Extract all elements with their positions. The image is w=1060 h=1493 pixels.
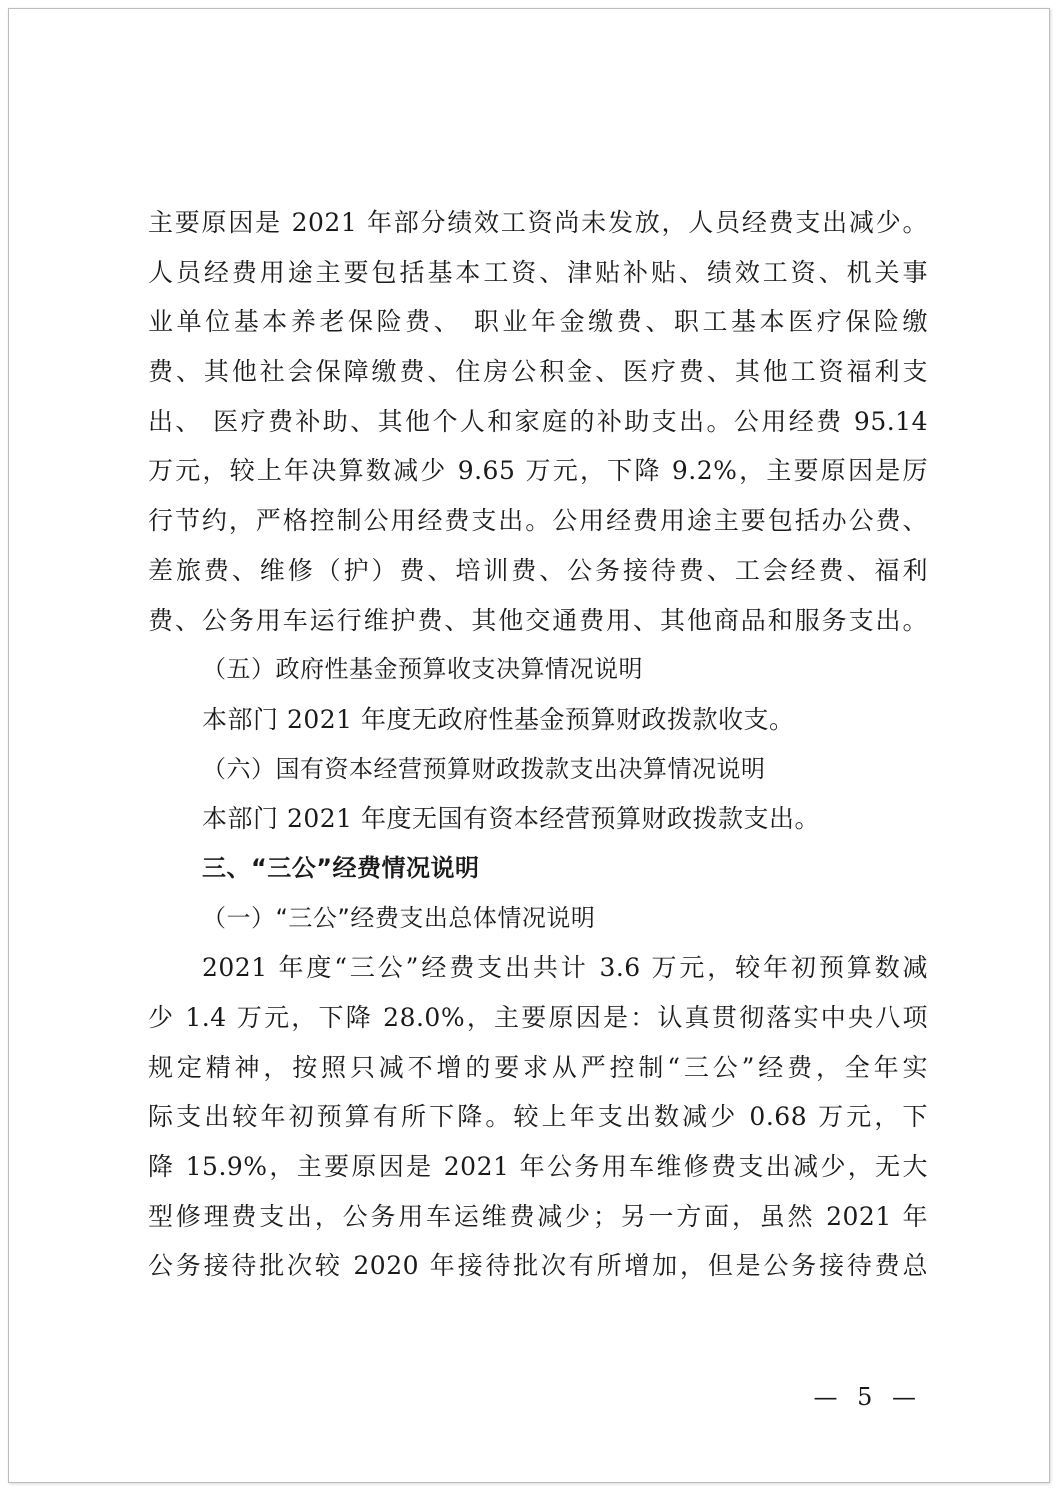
- section5-body: 本部门 2021 年度无政府性基金预算财政拨款收支。: [202, 704, 795, 734]
- section5-heading: （五）政府性基金预算收支决算情况说明: [202, 655, 643, 684]
- paragraph-line: 降 15.9%，主要原因是 2021 年公务用车维修费支出减少，无大: [148, 1152, 928, 1182]
- paragraph-line: 2021 年度“三公”经费支出共计 3.6 万元，较年初预算数减: [202, 953, 928, 983]
- section6-heading: （六）国有资本经营预算财政拨款支出决算情况说明: [202, 754, 766, 783]
- paragraph-line: 公务接待批次较 2020 年接待批次有所增加，但是公务接待费总: [148, 1251, 928, 1281]
- paragraph-line: 主要原因是 2021 年部分绩效工资尚未发放，人员经费支出减少。: [148, 208, 928, 237]
- paragraph-line: 费、公务用车运行维护费、其他交通费用、其他商品和服务支出。: [148, 605, 928, 635]
- page-number: — 5 —: [813, 1383, 922, 1411]
- paragraph-line: 费、其他社会保障缴费、住房公积金、医疗费、其他工资福利支: [148, 357, 928, 387]
- paragraph-line: 人员经费用途主要包括基本工资、津贴补贴、绩效工资、机关事: [148, 257, 928, 287]
- paragraph-line: 万元，较上年决算数减少 9.65 万元，下降 9.2%，主要原因是厉: [148, 456, 928, 486]
- paragraph-line: 型修理费支出，公务用车运维费减少；另一方面，虽然 2021 年: [148, 1201, 928, 1231]
- paragraph-line: 行节约，严格控制公用经费支出。公用经费用途主要包括办公费、: [148, 506, 928, 536]
- paragraph-line: 出、 医疗费补助、其他个人和家庭的补助支出。公用经费 95.14: [148, 406, 928, 436]
- section6-body: 本部门 2021 年度无国有资本经营预算财政拨款支出。: [202, 804, 821, 834]
- paragraph-line: 差旅费、维修（护）费、培训费、公务接待费、工会经费、福利: [148, 555, 928, 585]
- part3-heading: 三、“三公”经费情况说明: [202, 853, 480, 882]
- paragraph-line: 际支出较年初预算有所下降。较上年支出数减少 0.68 万元，下: [148, 1102, 928, 1132]
- part3-sub1-heading: （一）“三公”经费支出总体情况说明: [202, 903, 596, 932]
- document-body: [148, 198, 928, 1291]
- paragraph-line: 业单位基本养老保险费、 职业年金缴费、职工基本医疗保险缴: [148, 307, 928, 337]
- paragraph-line: 少 1.4 万元，下降 28.0%，主要原因是：认真贯彻落实中央八项: [148, 1003, 928, 1032]
- paragraph-line: 规定精神，按照只减不增的要求从严控制“三公”经费，全年实: [148, 1052, 928, 1082]
